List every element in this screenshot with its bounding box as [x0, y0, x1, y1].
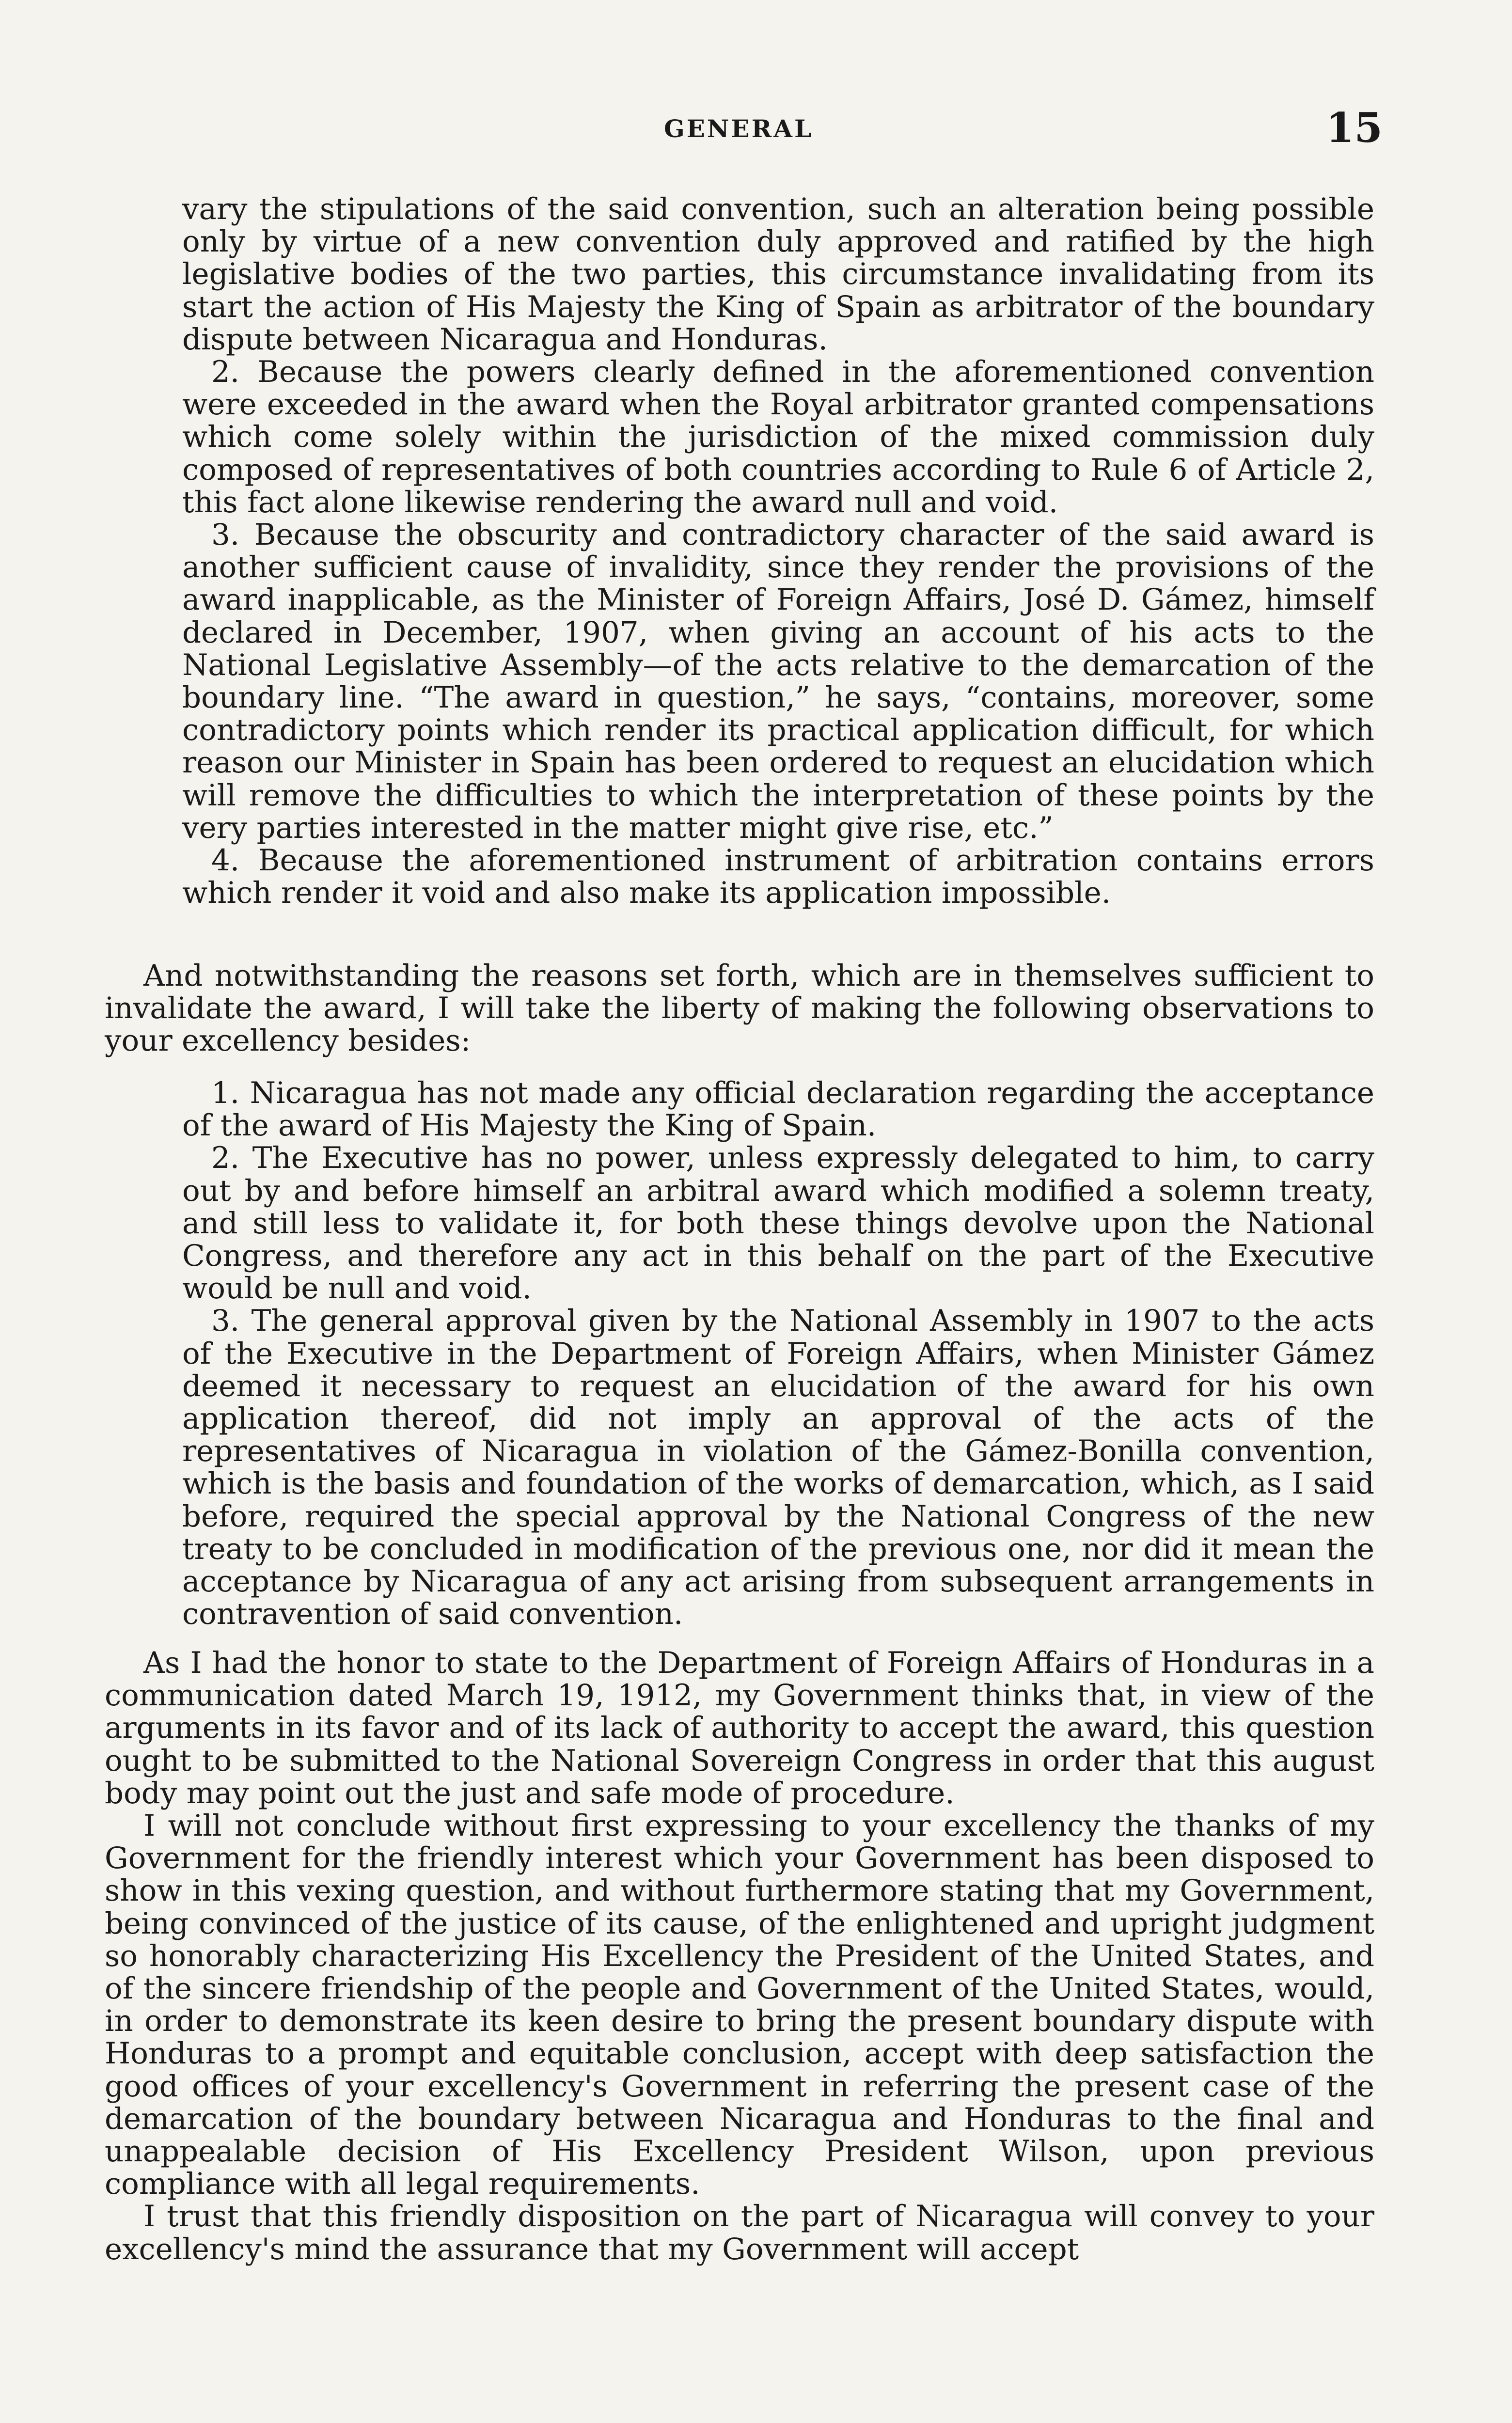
page-number: 15	[1326, 104, 1383, 152]
reason-item: 4. Because the aforementioned instrument of arbitration contains errors which render it void and also make its application impossible.	[182, 843, 1374, 911]
reason-item: 3. Because the obscurity and contradictory character of the said award is another sufficient cause of invalidity, since they render the provisions of the award inapplicable, as the Minister of Foreign Affairs, José D. Gámez, himself declared in December, 1907, when giving an account of his acts to the National Legislative Assembly—of the acts relative to the demarcation of the boundary line. “The award in question,” he says, “contains, moreover, some contradictory points which render its practical application difficult, for which reason our Minister in Spain has been ordered to request an elucidation which will remove the difficulties to which the interpretation of these points by the very parties interested in the matter might give rise, etc.”	[182, 518, 1374, 845]
reason-item: 2. Because the powers clearly defined in the aforementioned convention were exceeded in the award when the Royal arbitrator granted compensations which come solely within the jurisdiction of the mixed commission duly composed of representatives of both countries according to Rule 6 of Article 2, this fact alone likewise rendering the award null and void.	[182, 355, 1374, 519]
body-paragraph: As I had the honor to state to the Department of Foreign Affairs of Honduras in a communication dated March 19, 1912, my Government thinks that, in view of the arguments in its favor and of its lack of authority to accept the award, this question ought to be submitted to the National Sovereign Congress in order that this august body may point out the just and safe mode of procedure.	[105, 1646, 1374, 1810]
closing-section	[105, 1647, 1374, 2266]
reasons-list	[182, 193, 1374, 909]
observation-item: 2. The Executive has no power, unless expressly delegated to him, to carry out by and before himself an arbitral award which modified a solemn treaty, and still less to validate it, for both these things devolve upon the National Congress, and therefore any act in this behalf on the part of the Executive would be null and void.	[182, 1141, 1374, 1306]
observation-item: 3. The general approval given by the National Assembly in 1907 to the acts of the Executive in the Department of Foreign Affairs, when Minister Gámez deemed it necessary to request an elucidation of the award for his own application thereof, did not imply an approval of the acts of the representatives of Nicaragua in violation of the Gámez-Bonilla convention, which is the basis and foundation of the works of demarcation, which, as I said before, required the special approval by the National Congress of the new treaty to be concluded in modification of the previous one, nor did it mean the acceptance by Nicaragua of any act arising from subsequent arrangements in contravention of said convention.	[182, 1304, 1374, 1632]
body-paragraph: And notwithstanding the reasons set forth, which are in themselves sufficient to invalidate the award, I will take the liberty of making the following observations to your excellency besides:	[105, 959, 1374, 1058]
observations-list	[182, 1077, 1374, 1630]
body-paragraph: I will not conclude without first expressing to your excellency the thanks of my Government for the friendly interest which your Government has been disposed to show in this vexing question, and without furthermore stating that my Government, being convinced of the justice of its cause, of the enlightened and upright judgment so honorably characterizing His Excellency the President of the United States, and of the sincere friendship of the people and Government of the United States, would, in order to demonstrate its keen desire to bring the present boundary dispute with Honduras to a prompt and equitable conclusion, accept with deep satisfaction the good offices of your excellency's Government in referring the present case of the demarcation of the boundary between Nicaragua and Honduras to the final and unappealable decision of His Excellency President Wilson, upon previous compliance with all legal requirements.	[105, 1809, 1374, 2202]
reason-continuation: vary the stipulations of the said convention, such an alteration being possible only by virtue of a new convention duly approved and ratified by the high legislative bodies of the two parties, this circumstance invalidating from its start the action of His Majesty the King of Spain as arbitrator of the boundary dispute between Nicaragua and Honduras.	[182, 192, 1374, 357]
observation-item: 1. Nicaragua has not made any official declaration regarding the acceptance of the award of His Majesty the King of Spain.	[182, 1076, 1374, 1143]
running-head: GENERAL	[664, 114, 814, 143]
body-paragraph: I trust that this friendly disposition on the part of Nicaragua will convey to your excellency's mind the assurance that my Government will accept	[105, 2199, 1374, 2266]
transition-paragraph	[105, 960, 1374, 1057]
